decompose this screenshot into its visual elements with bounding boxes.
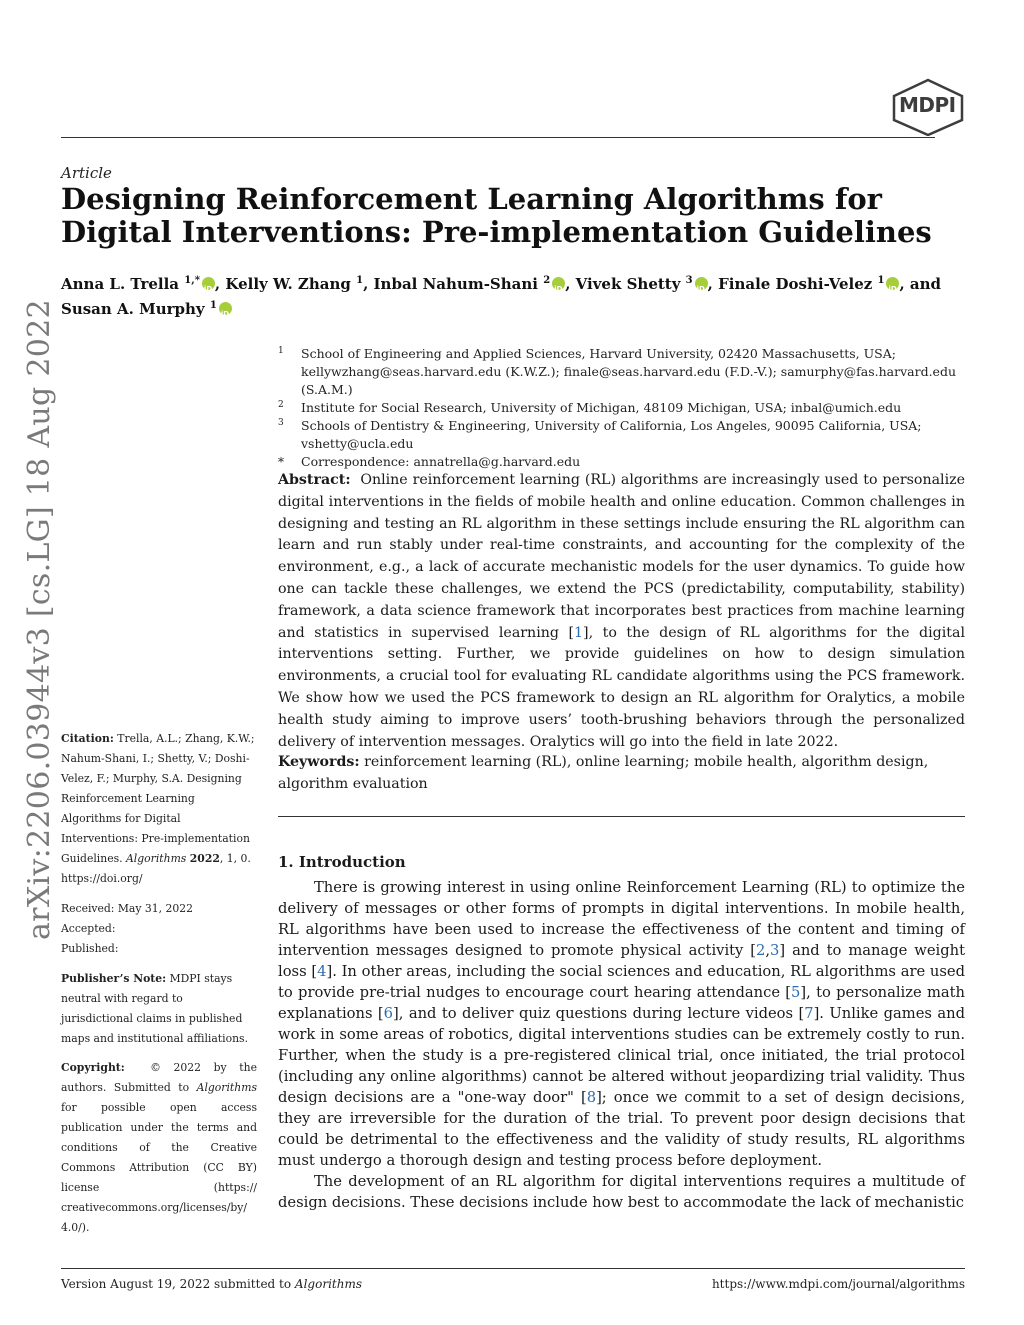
footer-url[interactable]: https://www.mdpi.com/journal/algorithms	[711, 1277, 965, 1291]
citation-link[interactable]: 1	[574, 624, 584, 641]
publisher-note	[61, 969, 257, 1049]
citation-link[interactable]: 4	[317, 963, 327, 980]
accepted-date: Accepted:	[61, 922, 116, 935]
affiliation-item	[278, 345, 968, 399]
affiliations	[278, 345, 968, 471]
affiliation-line: kellywzhang@seas.harvard.edu (K.W.Z.); finale@seas.harvard.edu (F.D.-V.); samurphy@fas.harvard.edu (S.A.M.)	[301, 364, 957, 397]
citation-journal: Algorithms	[126, 852, 187, 865]
footer-rule	[61, 1268, 965, 1269]
author-name: Kelly W. Zhang	[225, 275, 357, 293]
citation-link[interactable]: 6	[383, 1005, 393, 1022]
author-name: Inbal Nahum-Shani	[373, 275, 544, 293]
text-segment: There is growing interest in using online Reinforcement Learning (RL) to optimize the delivery of messages or other forms of prompts in digital interventions. In mobile health, RL algorithms have been used to increase the effectiveness of the content and timing of intervention messages designed to promote physical activity [	[278, 879, 965, 959]
affiliation-number: 1	[278, 346, 284, 356]
arxiv-stamp: arXiv:2206.03944v3 [cs.LG] 18 Aug 2022	[22, 299, 57, 940]
orcid-icon[interactable]	[886, 277, 899, 290]
affiliation-number: 2	[278, 400, 284, 410]
copyright-block	[61, 1058, 257, 1238]
author-name: Anna L. Trella	[61, 275, 185, 293]
affiliation-line: Institute for Social Research, University of Michigan, 48109 Michigan, USA; inbal@umich.edu	[301, 400, 902, 415]
affiliation-line: Schools of Dentistry & Engineering, University of California, Los Angeles, 90095 California, USA;	[301, 418, 922, 433]
copyright-text-1: © 2022 by the authors. Submitted to	[61, 1061, 257, 1094]
text-segment: ] and to manage weight loss [	[278, 942, 965, 980]
paragraph	[278, 877, 965, 1171]
citation-year: 2022	[189, 852, 220, 865]
affiliation-line: vshetty@ucla.edu	[301, 436, 414, 451]
footer-left	[61, 1277, 362, 1291]
text-segment: ], and to deliver quiz questions during lecture videos [	[393, 1005, 805, 1022]
paper-title: Designing Reinforcement Learning Algorithms for Digital Interventions: Pre-implementation Guidelines	[61, 182, 932, 249]
publisher-note-label: Publisher’s Note:	[61, 972, 167, 985]
citation-volume: , 1, 0. https://doi.org/	[61, 852, 251, 885]
correspondence	[278, 453, 968, 471]
copyright-label: Copyright:	[61, 1061, 125, 1074]
orcid-icon[interactable]	[552, 277, 565, 290]
published-date: Published:	[61, 942, 119, 955]
author-affiliation-mark: 1,*	[184, 275, 200, 286]
publisher-note-text: MDPI stays neutral with regard to jurisdictional claims in published maps and institutional affiliations.	[61, 972, 249, 1045]
citation-link[interactable]: 7	[804, 1005, 814, 1022]
footer-version: Version August 19, 2022 submitted to	[61, 1277, 292, 1291]
affiliation-line: School of Engineering and Applied Sciences, Harvard University, 02420 Massachusetts, USA;	[301, 346, 896, 361]
paragraph: The development of an RL algorithm for digital interventions requires a multitude of design decisions. These decisions include how best to accommodate the lack of mechanistic	[278, 1173, 965, 1211]
citation-text: Trella, A.L.; Zhang, K.W.; Nahum-Shani, I.; Shetty, V.; Doshi-Velez, F.; Murphy, S.A. Designing Reinforcement Learning Algorithms for Digital Interventions: Pre-implementation Guidelines.	[61, 732, 255, 865]
author-name: Susan A. Murphy	[61, 300, 210, 318]
text-segment: ]. Unlike games and work in some areas of robotics, digital interventions studies can be extremely costly to run. Further, when the study is a pre-registered clinical trial, once initiated, the trial protocol (including any online algorithms) cannot be altered without jeopardizing trial validity. Thus design decisions are a "one-way door" [	[278, 1005, 965, 1106]
abstract-label: Abstract:	[278, 472, 351, 488]
affiliation-item	[278, 417, 968, 453]
copyright-journal: Algorithms	[196, 1081, 257, 1094]
author-affiliation-mark: 1	[877, 275, 885, 286]
orcid-icon[interactable]	[202, 277, 215, 290]
article-type: Article	[61, 164, 112, 182]
author-affiliation-mark: 3	[685, 275, 693, 286]
author-list: Anna L. Trella $^{1,*}$iD , Kelly W. Zhang $^1$, Inbal Nahum-Shani $^2$iD , Vivek Shetty $^3$iD , Finale Doshi-Velez $^1$iD , and Susan A. Murphy $^1$iD	[61, 270, 966, 320]
orcid-icon[interactable]	[219, 302, 232, 315]
text-segment: ], to personalize math explanations [	[278, 984, 966, 1022]
received-date: Received: May 31, 2022	[61, 902, 193, 915]
author-affiliation-mark: 1	[356, 275, 364, 286]
citation-link[interactable]: 3	[770, 942, 780, 959]
dates-block	[61, 899, 257, 959]
keywords	[278, 752, 965, 796]
copyright-text-2: for possible open access publication under the terms and conditions of the Creative Commons Attribution (CC BY) license (https:// creativecommons.org/licenses/by/ 4.0/).	[61, 1101, 257, 1234]
affiliation-number: 3	[278, 418, 284, 428]
orcid-icon[interactable]	[695, 277, 708, 290]
author-affiliation-mark: 2	[543, 275, 551, 286]
citation-link[interactable]: 2	[756, 942, 766, 959]
abstract-text-1: Online reinforcement learning (RL) algorithms are increasingly used to personalize digital interventions in the fields of mobile health and online education. Common challenges in designing and testing an RL algorithm in these settings include ensuring the RL algorithm can learn and run stably under real-time constraints, and accounting for the complexity of the environment, e.g., a lack of accurate mechanistic models for the user dynamics. To guide how one can tackle these challenges, we extend the PCS (predictability, computability, stability) framework, a data science framework that incorporates best practices from machine learning and statistics in supervised learning [	[278, 472, 965, 641]
author-name: Vivek Shetty	[575, 275, 686, 293]
abstract-text-2: ], to the design of RL algorithms for the digital interventions setting. Further, we provide guidelines on how to design simulation environments, a crucial tool for evaluating RL candidate algorithms using the PCS framework. We show how we used the PCS framework to design an RL algorithm for Oralytics, a mobile health study aiming to improve users’ tooth-brushing behaviors through the personalized delivery of intervention messages. Oralytics will go into the field in late 2022.	[278, 624, 965, 750]
text-segment: ]; once we commit to a set of design decisions, they are irreversible for the duration of the trial. To prevent poor design decisions that could be detrimental to the effectiveness and the validity of study results, RL algorithms must undergo a thorough design and testing process before deployment.	[278, 1089, 965, 1169]
mdpi-logo: MDPI	[899, 93, 956, 117]
body-text	[278, 877, 965, 1213]
citation-block	[61, 729, 257, 889]
footer-journal: Algorithms	[294, 1277, 362, 1291]
keywords-label: Keywords:	[278, 754, 360, 770]
author-affiliation-mark: 1	[209, 300, 217, 311]
correspondence-mark: *	[278, 455, 284, 469]
abstract	[278, 470, 965, 753]
abstract-rule	[278, 816, 965, 817]
keywords-text: reinforcement learning (RL), online learning; mobile health, algorithm design, algorithm evaluation	[278, 754, 929, 792]
header-rule	[61, 137, 935, 138]
section-heading: 1. Introduction	[278, 853, 406, 871]
text-segment: ]. In other areas, including the social sciences and education, RL algorithms are used to provide pre-trial nudges to encourage court hearing attendance [	[278, 963, 966, 1001]
affiliation-item	[278, 399, 968, 417]
text-segment: ,	[765, 942, 771, 959]
citation-link[interactable]: 5	[791, 984, 801, 1001]
author-name: Finale Doshi-Velez	[718, 275, 878, 293]
citation-link[interactable]: 8	[586, 1089, 597, 1106]
citation-label: Citation:	[61, 732, 114, 745]
correspondence-text: Correspondence: annatrella@g.harvard.edu	[301, 454, 581, 469]
